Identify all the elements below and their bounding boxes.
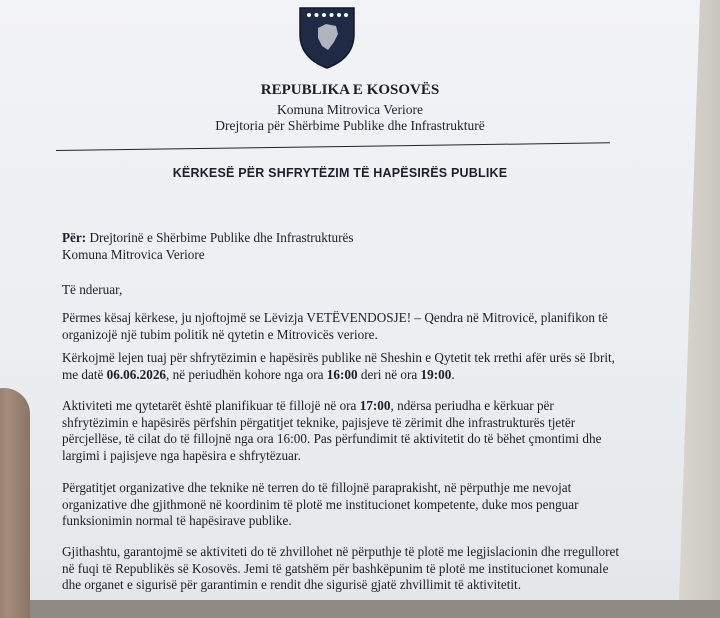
document-title: KËRKESË PËR SHFRYTËZIM TË HAPËSIRËS PUBLIKE — [172, 166, 508, 180]
recipient-block — [62, 230, 702, 263]
header-directorate: Drejtoria për Shërbime Publike dhe Infrastrukturë — [215, 118, 485, 133]
kosovo-coat-of-arms-icon — [298, 6, 356, 70]
time-to: 19:00 — [420, 366, 452, 382]
paragraph-2 — [62, 350, 702, 383]
paragraph-2-line-1: Kërkojmë lejen tuaj për shfrytëzimin e hapësirës publike në Sheshin e Qytetit tek rrethi afër urës së Ibrit, — [62, 350, 615, 365]
paragraph-3-line-2: shfrytëzimin e hapësirës përfshin përgatitjet teknike, pajisjeve të zërimit dhe infrastrukturës tjetër — [62, 414, 576, 430]
paragraph-1-line-2: organizojë një tubim politik në qytetin e Mitrovicës veriore. — [62, 326, 378, 342]
paragraph-5-line-1: Gjithashtu, garantojmë se aktiviteti do të zhvillohet në përputhje të plotë me legjislacionin dhe rregulloret — [62, 544, 620, 559]
paragraph-3-line-4: largimi i pajisjeve nga hapësira e shfrytëzuar. — [62, 447, 301, 463]
paragraph-4-line-3: funksionimin normal të hapësirave publike. — [62, 513, 292, 528]
paragraph-4-line-1: Përgatitjet organizative dhe teknike në terren do të fillojnë paraprakisht, në përputhje me nevojat — [62, 480, 572, 495]
paragraph-1-line-1: Përmes kësaj kërkese, ju njoftojmë se Lëvizja VETËVENDOSJE! – Qendra në Mitrovicë, planifikon të — [62, 310, 608, 325]
header-municipality: Komuna Mitrovica Veriore — [277, 102, 423, 117]
header-divider — [56, 142, 610, 151]
recipient-label: Për: — [62, 230, 87, 245]
recipient-line-2: Komuna Mitrovica Veriore — [62, 246, 205, 262]
time-from: 16:00 — [326, 366, 358, 382]
event-date: 06.06.2026 — [106, 366, 167, 382]
activity-start-time: 17:00 — [359, 398, 391, 413]
paragraph-5-line-3: dhe organet e sigurisë për garantimin e rendit dhe sigurisë gjatë zhvillimit të aktivitetit. — [62, 577, 521, 592]
paragraph-3-line-3: përcjellëse, të cilat do të fillojnë nga ora 16:00. Pas përfundimit të aktivitetit do të bëhet çmontimi dhe — [62, 431, 602, 446]
paragraph-2-line-2: me datë 06.06.2026, në periudhën kohore nga ora 16:00 deri në ora 19:00. — [62, 366, 455, 382]
paragraph-4-line-2: organizative dhe gjithmonë në koordinim të plotë me institucionet kompetente, duke mos penguar — [62, 496, 579, 512]
paragraph-3-line-1: Aktiviteti me qytetarët është planifikuar të fillojë në ora 17:00, ndërsa periudha e kërkuar për — [62, 398, 554, 413]
header-country: REPUBLIKA E KOSOVËS — [260, 82, 440, 98]
paragraph-1 — [62, 310, 702, 343]
paragraph-4 — [62, 480, 702, 530]
salutation: Të nderuar, — [62, 282, 123, 297]
paragraph-5-line-2: në fuqi të Republikës së Kosovës. Jemi të gatshëm për bashkëpunim të plotë me institucionet komunale — [62, 560, 609, 576]
recipient-line-1: Drejtorinë e Shërbime Publike dhe Infrastrukturës — [89, 230, 354, 245]
paragraph-5 — [62, 544, 702, 594]
holding-finger — [0, 388, 30, 618]
paragraph-3 — [62, 398, 702, 464]
